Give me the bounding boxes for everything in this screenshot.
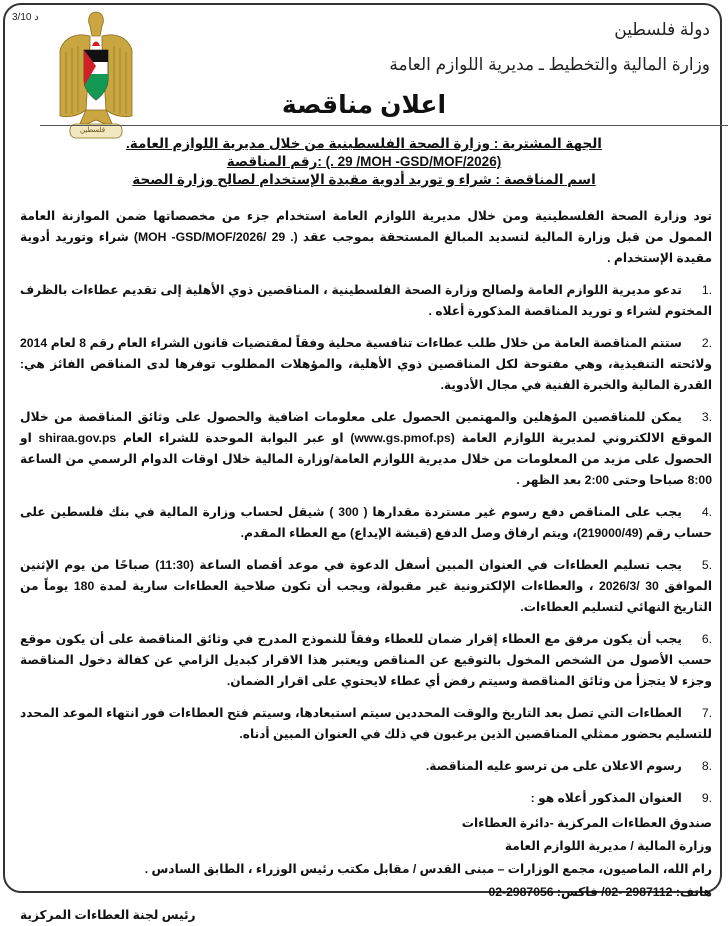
state-name: دولة فلسطين: [614, 20, 710, 39]
address-line: رام الله، الماصيون، مجمع الوزارات – مبنى القدس / مقابل مكتب رئيس الوزراء ، الطابق السادس .: [144, 862, 712, 876]
buyer-line: الجهة المشترية : وزارة الصحة الفلسطينية من خلال مديرية اللوازم العامة.: [126, 136, 602, 151]
palestine-emblem-icon: [56, 6, 136, 144]
contact-phone-fax: هاتف: 2987112 -02/ فاكس: 2987056-02: [488, 885, 712, 899]
emblem-text: فلسطين: [80, 127, 106, 134]
list-item: 7.العطاءات التي تصل بعد التاريخ والوقت المحددين سيتم استبعادها، وسيتم فتح العطاءات فور انتهاء الموعد المحدد للتسليم بحضور ممثلي المناقصين الذين يرغبون في ذلك في العنوان المبين أدناه.: [20, 706, 712, 741]
signature-title: رئيس لجنة العطاءات المركزية: [20, 908, 196, 922]
address-line: صندوق العطاءات المركزية -دائرة العطاءات: [461, 816, 712, 830]
tender-name: اسم المناقصة : شراء و توريد أدوية مقيدة الإستخدام لصالح وزارة الصحة: [132, 172, 596, 187]
intro-paragraph: تود وزارة الصحة الفلسطينية ومن خلال مديرية اللوازم العامة استخدام جزء من مخصصاتها ضمن الموازنة العامة الممول من قبل وزارة المالية لتسديد المبالغ المستحقة بموجب عقد (. 29 /MOH -GSD/MOF/2026) شراء وتوريد أدوية مقيدة الإستخدام .: [20, 209, 712, 265]
page-title: اعلان مناقصة: [281, 91, 447, 119]
list-item: 3.يمكن للمناقصين المؤهلين والمهتمين الحصول على معلومات اضافية والحصول على وثائق المناقصة من خلال الموقع الالكتروني لمديرية اللوازم العامة (www.gs.pmof.ps) او عبر البوابة الموحدة للشراء العام shiraa.gov.ps او الحصول على مزيد من المعلومات من خلال مديرية اللوازم العامة/وزارة المالية خلال اوقات الدوام الرسمي من الساعة 8:00 صباحا وحتى 2:00 بعد الظهر .: [20, 410, 712, 487]
list-item: 2.ستتم المناقصة العامة من خلال طلب عطاءات تنافسية محلية وفقاً لمقتضيات قانون الشراء العام رقم 8 لعام 2014 ولائحته التنفيذية، وهي مفتوحة لكل المناقصين ذوي الأهلية، والمؤهلات المطلوب توفرها لدى المناقص الفائز هي: القدرة المالية والخبرة الفنية في مجال الأدوية.: [20, 336, 712, 392]
tender-number-text: رقم المناقصة: (. 29 /MOH -GSD/MOF/2026): [226, 154, 502, 169]
announcement-body: [20, 206, 712, 926]
ministry-name: وزارة المالية والتخطيط ـ مديرية اللوازم العامة: [389, 55, 710, 74]
page-reference: 3/10 د: [12, 12, 39, 23]
list-item: 8.رسوم الاعلان على من ترسو عليه المناقصة.: [425, 759, 712, 773]
list-item: 1.تدعو مديرية اللوازم العامة ولصالح وزارة الصحة الفلسطينية ، المناقصين ذوي الأهلية إلى تقديم عطاءات بالظرف المختوم لشراء و توريد المناقصة المذكورة أعلاه .: [20, 283, 712, 318]
list-item: 9.العنوان المذكور أعلاه هو :: [530, 791, 712, 805]
list-item: 6.يجب أن يكون مرفق مع العطاء إقرار ضمان للعطاء وفقاً للنموذج المدرج في وثائق المناقصة على أن يكون موقع حسب الأصول من الشخص المخول بالتوقيع عن المناقص ويعتبر هذا الاقرار كبديل الزامي عن كفالة دخول المناقصة وجزء لا يتجزأ من وثائق المناقصة وسيتم رفض أي عطاء لايحتوي على اقرار الضمان.: [20, 632, 712, 688]
list-item: 4.يجب على المناقص دفع رسوم غير مستردة مقدارها ( 300 ) شيقل لحساب وزارة المالية في بنك فلسطين على حساب رقم (219000/49)، ويتم ارفاق وصل الدفع (قيشة الإيداع) مع العطاء المقدم.: [20, 505, 712, 540]
tender-number: [0, 154, 728, 170]
address-line: وزارة المالية / مديرية اللوازم العامة: [504, 839, 712, 853]
list-item: 5.يجب تسليم العطاءات في العنوان المبين أسفل الدعوة في موعد أقصاه الساعة (11:30) صباحًا من يوم الإثنين الموافق 30 /2026/3 ، والعطاءات الإلكترونية غير مقبولة، ويجب أن تكون صلاحية العطاءات سارية لمدة 180 يوماً من التاريخ النهائي لتسليم العطاءات.: [20, 558, 713, 614]
header-divider: [40, 125, 728, 126]
